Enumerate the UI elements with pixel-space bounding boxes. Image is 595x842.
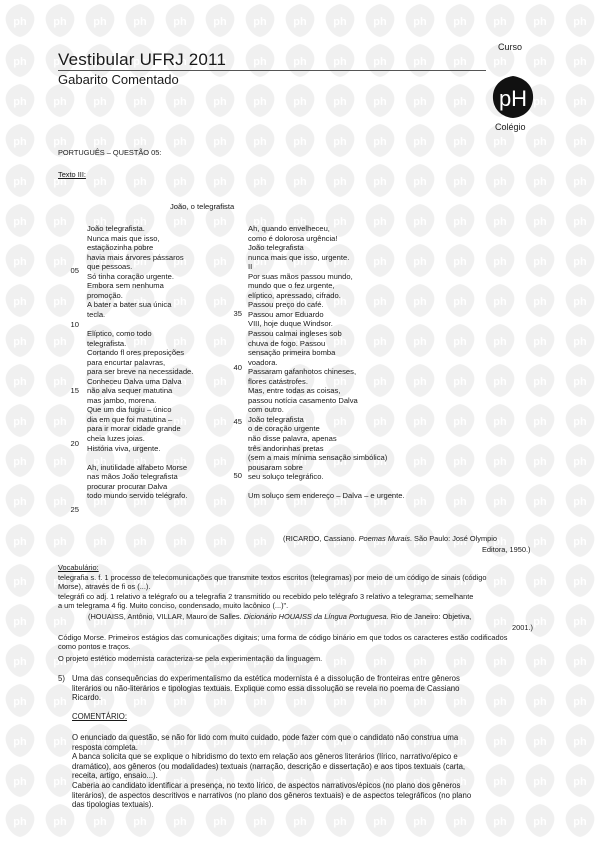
- vocab-definitions: [58, 573, 540, 611]
- project-statement: O projeto estético modernista caracteriza-se pela experimentação da linguagem.: [58, 654, 323, 663]
- source-part: . Rio de Janeiro: Objetiva,: [386, 612, 472, 621]
- poem-line: Passou calmai ingleses sob: [248, 329, 342, 339]
- vocab-line: telegráfi co adj. 1 relativo a telégrafo ou a telegrafia 2 transmitido ou recebido pelo telégrafo 3 relativo a telegrama; semelhante: [58, 591, 474, 601]
- vocab-line: telegrafia s. f. 1 processo de telecomunicações que transmite textos escritos (telegramas) por meio de um código de sinais (código: [58, 573, 487, 582]
- poem-line: Ah, inutilidade alfabeto Morse: [87, 462, 188, 472]
- poem-line: nas mãos João telegrafista: [87, 472, 178, 482]
- morse-line: como pontos e traços.: [58, 642, 131, 652]
- comment-line: dramático), aos gêneros (ou modalidades) textuais (narração, descrição e dissertação) e aos tipos textuais (carta,: [72, 761, 466, 771]
- poem-line: com outro.: [248, 405, 284, 415]
- line-number: 35: [233, 309, 242, 318]
- citation-book-title: Poemas Murais: [358, 534, 410, 543]
- poem-line: Embora sem nenhuma: [87, 281, 164, 291]
- comment-paragraph: [72, 781, 471, 810]
- poem-line: II: [248, 262, 253, 272]
- poem-line: não alva sequer matutina: [87, 386, 173, 396]
- question-line: literários ou não-literários e tipologias textuais. Explique como essa dissolução se revela no poema de Cassiano: [72, 683, 460, 693]
- source-dictionary-title: Dicionário HOUAISS da Língua Portuguesa: [243, 612, 387, 621]
- line-number: 40: [233, 363, 242, 372]
- comment-line: literários), de aspectos descritivos e narrativos (no plano dos gêneros textuais) e de aspectos telegráficos (no plano: [72, 790, 472, 800]
- morse-definition: [58, 633, 507, 652]
- vocab-source: [88, 612, 472, 621]
- document-subtitle: Gabarito Comentado: [58, 72, 179, 87]
- poem-line: voadora.: [248, 357, 278, 367]
- comment-body: [72, 733, 471, 810]
- poem-line: tecla.: [87, 309, 106, 319]
- line-number: 50: [233, 471, 242, 480]
- poem-line: Cortando fl ores preposições: [87, 348, 185, 358]
- vocab-line: a um telegrama 4 fig. Muito conciso, condensado, muito lacônico (...)".: [58, 601, 289, 611]
- poem-line: [248, 482, 405, 492]
- poem-line: Conheceu Dalva uma Dalva: [87, 376, 182, 386]
- poem-line: procurar procurar Dalva: [87, 481, 168, 491]
- comment-line: O enunciado da questão, se não for lido com muito cuidado, pode fazer com que o candidato não construa uma: [72, 733, 459, 742]
- poem-left-column: [87, 224, 193, 501]
- question-number: 5): [58, 674, 65, 683]
- poem-line: o de coração urgente: [248, 424, 320, 434]
- poem-citation-end: Editora, 1950.): [482, 545, 531, 554]
- text-label: Texto III:: [58, 170, 86, 179]
- poem-line: Só tinha coração urgente.: [87, 271, 174, 281]
- question-text: [72, 674, 460, 703]
- poem-line: flores catástrofes.: [248, 376, 308, 386]
- poem-line: mundo que o fez urgente,: [248, 281, 335, 291]
- poem-line: João telegrafista: [248, 414, 304, 424]
- poem-line: Passou amor Eduardo: [248, 309, 324, 319]
- brand-logo-text: pH: [498, 86, 528, 111]
- comment-line: receita, artigo, ensaio...).: [72, 771, 158, 781]
- poem-line: sensação primeira bomba: [248, 348, 336, 358]
- poem-line: como é dolorosa urgência!: [248, 233, 338, 243]
- vocab-source-end: 2001.): [512, 623, 533, 632]
- poem-title: João, o telegrafista: [170, 202, 235, 211]
- poem-line: chuva de fogo. Passou: [248, 338, 326, 348]
- poem-line: [87, 319, 193, 329]
- line-number: 45: [233, 417, 242, 426]
- comment-line: das tipologias textuais).: [72, 800, 154, 810]
- poem-line: para ser breve na necessidade.: [87, 367, 194, 377]
- line-number: 05: [70, 266, 79, 275]
- poem-line: não disse palavra, apenas: [248, 434, 337, 444]
- poem-line: estaçãozinha pobre: [87, 243, 154, 253]
- poem-line: João telegrafista: [248, 243, 304, 253]
- poem-line: João telegrafista.: [87, 224, 145, 233]
- poem-line: mas jambo, morena.: [87, 395, 157, 405]
- comment-label: COMENTÁRIO:: [72, 712, 128, 721]
- poem-line: passou notícia casamento Dalva: [248, 395, 358, 405]
- poem-line: [87, 453, 193, 463]
- source-part: (HOUAISS, Antônio, VILLAR, Mauro de Salles.: [88, 612, 244, 621]
- header-divider: [58, 70, 486, 71]
- document-title: Vestibular UFRJ 2011: [58, 50, 227, 69]
- poem-citation: [283, 534, 497, 543]
- poem-line: para encurtar palavras,: [87, 357, 166, 367]
- question-line: Uma das consequências do experimentalismo da estética modernista é a dissolução de fronteiras entre gêneros: [72, 674, 460, 683]
- section-label: PORTUGUÊS – QUESTÃO 05:: [58, 148, 162, 157]
- poem-line: nunca mais que isso, urgente.: [248, 252, 350, 262]
- line-number: 10: [70, 320, 79, 329]
- line-number: 25: [70, 505, 79, 514]
- poem-line: promoção.: [87, 290, 123, 300]
- brand-colegio-label: Colégio: [495, 122, 526, 132]
- poem-line: telegrafista.: [87, 338, 127, 348]
- poem-line: Por suas mãos passou mundo,: [248, 271, 353, 281]
- poem-line: Que um dia fugiu – único: [87, 405, 172, 415]
- poem-line: para ir morar cidade grande: [87, 424, 181, 434]
- line-number: 15: [70, 386, 79, 395]
- poem-line: Elíptico, como todo: [87, 329, 152, 339]
- poem-line: Passou preço do café.: [248, 300, 324, 310]
- citation-part: . São Paulo: José Olympio: [409, 534, 498, 543]
- poem-line: Passaram gafanhotos chineses,: [248, 367, 357, 377]
- vocab-line: Morse), através de fi os (...).: [58, 582, 151, 592]
- poem-right-column: [248, 224, 405, 501]
- comment-paragraph: [72, 733, 471, 752]
- poem-line: dia em que foi matutina –: [87, 414, 173, 424]
- comment-line: Caberia ao candidato identificar a presença, no texto lírico, de aspectos narrativos/épicos (no plano dos gêneros: [72, 780, 461, 790]
- poem-line: História viva, urgente.: [87, 443, 161, 453]
- poem-line: seu soluço telegráfico.: [248, 472, 324, 482]
- comment-line: resposta completa.: [72, 742, 138, 752]
- vocab-label: Vocabulário:: [58, 563, 99, 572]
- morse-line: Código Morse. Primeiros estágios das comunicações digitais; uma forma de código binário em que todos os caracteres estão codificados: [58, 633, 508, 642]
- poem-line: três andorinhas pretas: [248, 443, 324, 453]
- poem-line: que pessoas.: [87, 262, 133, 272]
- line-number: 20: [70, 439, 79, 448]
- poem-line: havia mais árvores pássaros: [87, 252, 184, 262]
- poem-line: pousaram sobre: [248, 462, 303, 472]
- poem-line: todo mundo servido telégrafo.: [87, 491, 188, 501]
- poem-line: elíptico, apressado, cifrado.: [248, 290, 341, 300]
- comment-paragraph: [72, 752, 471, 781]
- ph-logo-icon: [490, 75, 536, 119]
- poem-line: Nunca mais que isso,: [87, 233, 160, 243]
- poem-line: Um soluço sem endereço – Dalva – e urgente.: [248, 491, 405, 501]
- poem-line: VIII, hoje duque Windsor.: [248, 319, 333, 329]
- poem-line: cheia luzes joias.: [87, 434, 145, 444]
- poem-line: (sem a mais mínima sensação simbólica): [248, 453, 388, 463]
- poem-line: Mas, entre todas as coisas,: [248, 386, 341, 396]
- brand-curso-label: Curso: [498, 42, 523, 52]
- poem-line: A bater a bater sua única: [87, 300, 172, 310]
- question-line: Ricardo.: [72, 693, 102, 703]
- poem-line: Ah, quando envelheceu,: [248, 224, 330, 233]
- comment-line: A banca solicita que se explique o hibridismo do texto em relação aos gêneros literários (lírico, narrativo/épico e: [72, 752, 458, 762]
- citation-part: (RICARDO, Cassiano.: [283, 534, 359, 543]
